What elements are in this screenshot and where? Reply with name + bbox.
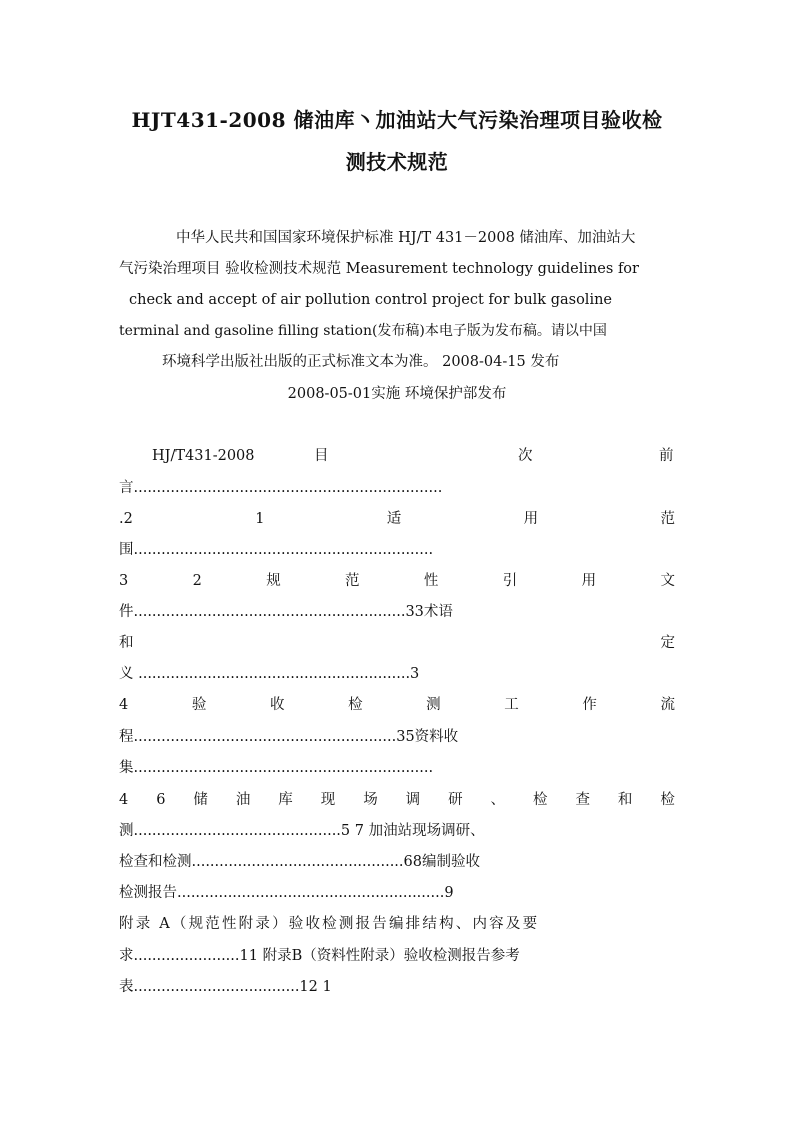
toc-row-normative	[119, 571, 675, 591]
toc-cell: 定	[660, 635, 675, 651]
toc-cell: 查	[575, 792, 590, 808]
toc-cell: 用	[523, 511, 539, 527]
toc-line-foreword: 言...................................................................	[119, 480, 443, 496]
toc-cell: 范	[345, 573, 360, 589]
toc-line-terms: 义 ...........................................................3	[119, 666, 420, 682]
toc-cell: .2	[119, 511, 133, 527]
toc-cell: 用	[581, 573, 597, 589]
document-title-line-1: HJT431-2008 储油库丶加油站大气污染治理项目验收检	[131, 108, 663, 132]
toc-row-workflow	[119, 695, 675, 715]
toc-line-depot-survey: 测.............................................5 7 加油站现场调研、	[119, 823, 485, 839]
toc-cell: 4	[119, 792, 129, 808]
toc-line-appendix-b: 求.......................11 附录B（资料性附录）验收检测报告参考	[119, 948, 520, 964]
toc-cell: 适	[386, 511, 402, 527]
toc-row-terms	[119, 633, 675, 653]
toc-cell: 流	[660, 697, 675, 713]
toc-row-scope	[119, 509, 675, 529]
toc-cell: 4	[119, 697, 129, 713]
intro-line-1: 中华人民共和国国家环境保护标准 HJ/T 431－2008 储油库、加油站大	[176, 230, 636, 246]
toc-cell: 1	[255, 511, 265, 527]
toc-cell: 研	[448, 792, 463, 808]
toc-line-workflow: 程.........................................................35资料收	[119, 729, 459, 745]
toc-line-scope: 围.................................................................	[119, 542, 434, 558]
toc-cell: 和	[119, 635, 134, 651]
toc-line-last: 表....................................12 1	[119, 979, 332, 995]
toc-cell: 储	[193, 792, 208, 808]
toc-cell: 2	[192, 573, 202, 589]
toc-cell: 测	[426, 697, 441, 713]
toc-cell: 范	[660, 511, 675, 527]
toc-cell: 工	[504, 697, 519, 713]
toc-heading-ci: 次	[518, 448, 533, 464]
intro-line-6: 2008-05-01实施 环境保护部发布	[287, 386, 507, 402]
intro-line-3: check and accept of air pollution control project for bulk gasoline	[129, 292, 612, 308]
toc-cell: 引	[502, 573, 518, 589]
intro-line-2: 气污染治理项目 验收检测技术规范 Measurement technology guidelines for	[119, 261, 639, 277]
toc-cell: 3	[119, 573, 129, 589]
toc-row-depot-survey	[119, 790, 675, 810]
toc-line-normative: 件...........................................................33术语	[119, 604, 453, 620]
toc-cell: 油	[235, 792, 251, 808]
toc-cell: 验	[191, 697, 207, 713]
toc-cell: 文	[660, 573, 675, 589]
toc-cell: 性	[423, 573, 439, 589]
toc-cell: 检	[348, 697, 363, 713]
toc-cell: 收	[269, 697, 285, 713]
toc-cell: 调	[405, 792, 421, 808]
toc-cell: 现	[320, 792, 336, 808]
document-title-line-2: 测技术规范	[345, 150, 449, 174]
toc-cell: 规	[266, 573, 281, 589]
toc-cell: 检	[660, 792, 675, 808]
toc-cell: 检	[533, 792, 548, 808]
intro-line-4: terminal and gasoline filling station(发布稿)本电子版为发布稿。请以中国	[119, 323, 607, 339]
toc-line-appendix-a: 附录 A（规范性附录）验收检测报告编排结构、内容及要	[119, 916, 540, 932]
toc-cell: 作	[582, 697, 597, 713]
toc-line-collection: 集.................................................................	[119, 760, 434, 776]
toc-cell: 和	[617, 792, 633, 808]
intro-line-5: 环境科学出版社出版的正式标准文本为准。 2008-04-15 发布	[162, 354, 560, 370]
toc-heading-mu: 目	[314, 448, 329, 464]
toc-line-report: 检测报告..........................................................9	[119, 885, 454, 901]
toc-cell: 场	[363, 792, 378, 808]
toc-cell: 库	[278, 792, 293, 808]
toc-line-station-survey: 检查和检测..............................................68编制验收	[119, 854, 480, 870]
toc-cell: 6	[156, 792, 166, 808]
toc-cell: 、	[490, 792, 506, 808]
toc-std-code: HJ/T431-2008	[152, 448, 255, 464]
toc-word-qian: 前	[659, 448, 674, 464]
